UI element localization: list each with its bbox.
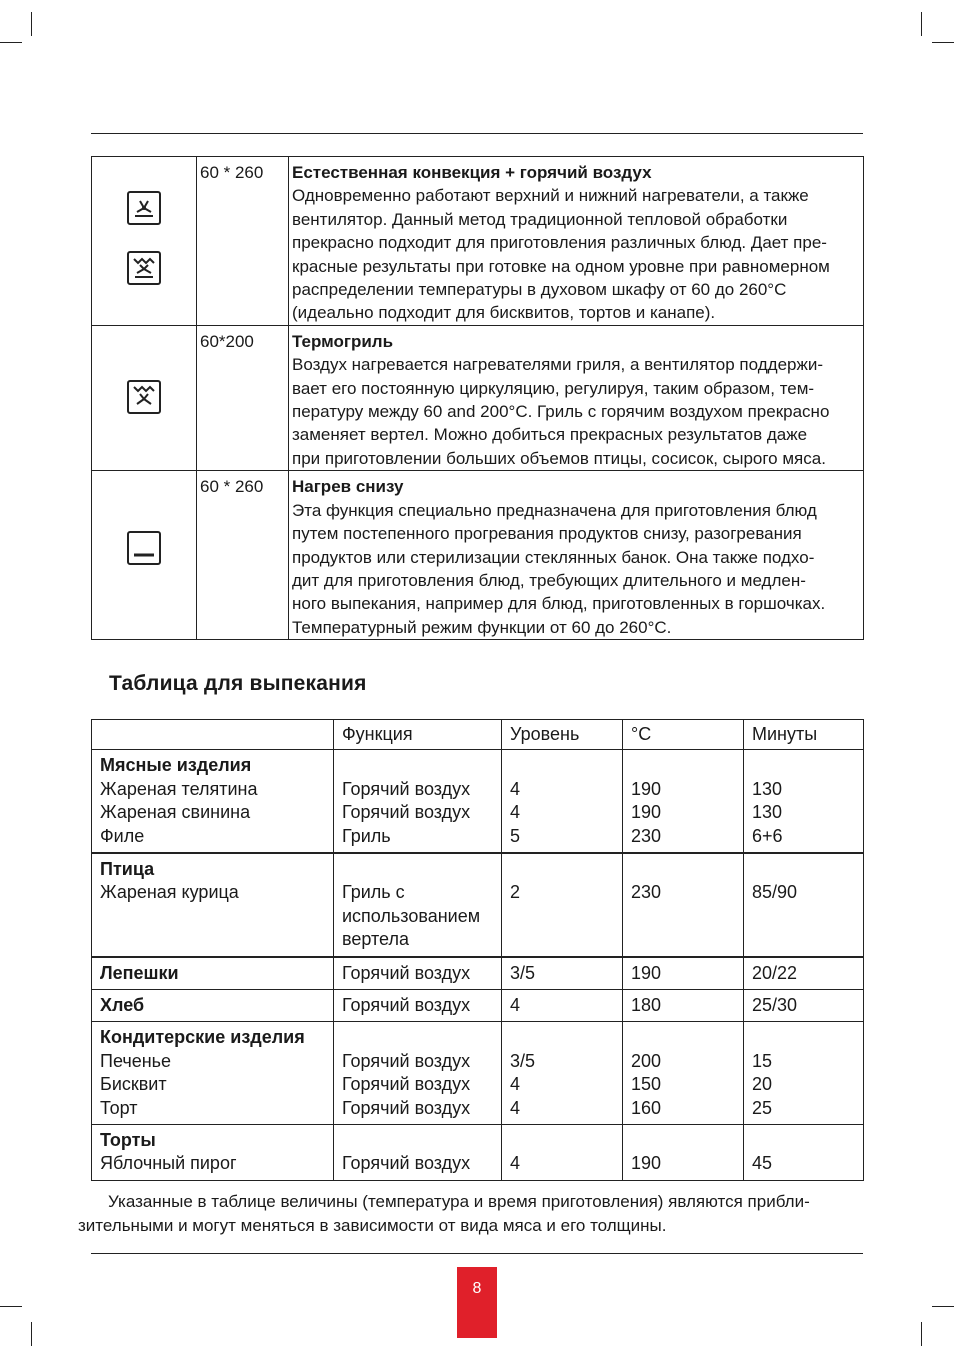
temp-value: 200 xyxy=(631,1050,662,1071)
header-cell: Уровень xyxy=(502,720,623,750)
crop-mark xyxy=(921,1322,922,1346)
mode-text-line: дит для приготовления блюд, требующих длительного и медлен- xyxy=(292,570,806,590)
mode-text-line: путем постепенного прогревания продуктов снизу, разогревания xyxy=(292,524,802,544)
function-value: Горячий воздух xyxy=(342,1097,471,1118)
level-value: 4 xyxy=(510,1097,521,1118)
mode-text-line: заменяет вертел. Можно добиться прекрасных результатов даже xyxy=(292,425,808,445)
category-label: Торты xyxy=(100,1130,156,1151)
category-label: Мясные изделия xyxy=(100,755,252,776)
function-value: вертела xyxy=(342,929,409,950)
mode-temp: 60*200 xyxy=(197,325,289,470)
minutes-value: 15 xyxy=(752,1050,773,1071)
temp-cell xyxy=(623,1022,744,1125)
mode-text-line: Воздух нагревается нагревателями гриля, а вентилятор поддержи- xyxy=(292,355,824,375)
table-header-row xyxy=(92,720,864,750)
category-label: Лепешки xyxy=(100,962,179,983)
function-value: Гриль xyxy=(342,825,391,846)
function-cell xyxy=(334,853,502,957)
dish-name: Жареная курица xyxy=(100,882,239,903)
header-cell xyxy=(92,720,334,750)
temp-value: 190 xyxy=(631,778,662,799)
category-label: Птица xyxy=(100,859,155,880)
thermogrill-icon xyxy=(127,380,161,414)
dish-cell xyxy=(92,957,334,990)
dish-name: Жареная свинина xyxy=(100,802,251,823)
header-cell: Функция xyxy=(334,720,502,750)
mode-text-line: ного выпекания, например для блюд, приготовленных в горшочках. xyxy=(292,594,826,614)
dish-cell xyxy=(92,1125,334,1181)
level-value: 2 xyxy=(510,882,521,903)
temp-value: 230 xyxy=(631,882,662,903)
mode-text-line: красные результаты при готовке на одном уровне при равномерном xyxy=(292,256,830,276)
mode-temp: 60 * 260 xyxy=(197,157,289,326)
mode-text-line: продуктов или стерилизации стеклянных банок. Она также подхо- xyxy=(292,547,815,567)
crop-mark xyxy=(31,12,32,36)
table-row xyxy=(92,750,864,853)
bottom-heat-icon xyxy=(127,531,161,565)
temp-cell xyxy=(623,853,744,957)
function-value: Горячий воздух xyxy=(342,1153,471,1174)
mode-title: Термогриль xyxy=(292,331,394,351)
mode-description xyxy=(289,471,864,640)
dish-cell xyxy=(92,853,334,957)
mode-title: Нагрев снизу xyxy=(292,477,404,497)
mode-text-line: вает его постоянную циркуляцию, регулируя, таким образом, тем- xyxy=(292,378,815,398)
mode-row xyxy=(92,325,864,470)
dish-name: Торт xyxy=(100,1097,138,1118)
function-value: Гриль с xyxy=(342,882,405,903)
temp-cell xyxy=(623,1125,744,1181)
level-cell xyxy=(502,750,623,853)
table-row xyxy=(92,1022,864,1125)
minutes-value: 45 xyxy=(752,1153,773,1174)
crop-mark xyxy=(932,42,954,43)
mode-text-line: Одновременно работают верхний и нижний нагреватели, а также xyxy=(292,186,809,206)
dish-name: Яблочный пирог xyxy=(100,1153,237,1174)
dish-name: Печенье xyxy=(100,1050,172,1071)
function-cell xyxy=(334,750,502,853)
table-row xyxy=(92,1125,864,1181)
function-cell xyxy=(334,1125,502,1181)
page-number: 8 xyxy=(457,1267,497,1338)
table-row xyxy=(92,957,864,990)
baking-table xyxy=(91,719,864,1181)
minutes-cell xyxy=(744,1022,864,1125)
level-value: 4 xyxy=(510,802,521,823)
convection-fan-icon xyxy=(127,191,161,225)
convection-fan-heater-icon xyxy=(127,251,161,285)
table-row xyxy=(92,990,864,1022)
crop-mark xyxy=(31,1322,32,1346)
mode-icon-cell xyxy=(92,471,197,640)
level-cell xyxy=(502,1022,623,1125)
temp-value: 190 xyxy=(631,1153,662,1174)
mode-text-line: Температурный режим функции от 60 до 260°С. xyxy=(292,617,672,637)
level-value: 4 xyxy=(510,1153,521,1174)
footnote-paragraph: Указанные в таблице величины (температура и время приготовления) являются прибли-зительными и могут меняться в зависимости от вида мяса и его толщины. xyxy=(78,1192,810,1235)
crop-mark xyxy=(0,1306,22,1307)
category-label: Хлеб xyxy=(100,995,145,1016)
level-value: 5 xyxy=(510,825,521,846)
mode-description xyxy=(289,325,864,470)
dish-name: Филе xyxy=(100,825,145,846)
level-value: 3/5 xyxy=(502,957,623,990)
temp-value: 160 xyxy=(631,1097,662,1118)
crop-mark xyxy=(932,1306,954,1307)
temp-cell xyxy=(623,750,744,853)
temp-value: 190 xyxy=(631,802,662,823)
oven-modes-table xyxy=(91,156,864,640)
level-value: 4 xyxy=(510,1074,521,1095)
minutes-value: 20 xyxy=(752,1074,773,1095)
mode-icon-cell xyxy=(92,325,197,470)
function-value: Горячий воздух xyxy=(342,1050,471,1071)
mode-text-line: (идеально подходит для бисквитов, тортов и канапе). xyxy=(292,303,716,323)
minutes-cell xyxy=(744,1125,864,1181)
level-value: 4 xyxy=(502,990,623,1022)
function-value: Горячий воздух xyxy=(342,802,471,823)
dish-name: Бисквит xyxy=(100,1074,167,1095)
minutes-value: 130 xyxy=(752,778,783,799)
level-value: 4 xyxy=(510,778,521,799)
function-value: Горячий воздух xyxy=(342,1074,471,1095)
mode-text-line: прекрасно подходит для приготовления различных блюд. Дает пре- xyxy=(292,233,827,253)
function-value: Горячий воздух xyxy=(342,778,471,799)
dish-cell xyxy=(92,750,334,853)
mode-text-line: распределении температуры в духовом шкафу от 60 до 260°С xyxy=(292,280,787,300)
temp-value: 230 xyxy=(631,825,662,846)
mode-text-line: Эта функция специально предназначена для приготовления блюд xyxy=(292,500,817,520)
mode-description xyxy=(289,157,864,326)
minutes-cell xyxy=(744,853,864,957)
mode-temp: 60 * 260 xyxy=(197,471,289,640)
function-cell xyxy=(334,1022,502,1125)
table-row xyxy=(92,853,864,957)
dish-cell xyxy=(92,990,334,1022)
category-label: Кондитерские изделия xyxy=(100,1027,305,1048)
temp-value: 150 xyxy=(631,1074,662,1095)
minutes-cell xyxy=(744,750,864,853)
header-cell: °С xyxy=(623,720,744,750)
temp-value: 180 xyxy=(623,990,744,1022)
function-value: Горячий воздух xyxy=(334,957,502,990)
minutes-value: 25/30 xyxy=(744,990,864,1022)
level-cell xyxy=(502,853,623,957)
mode-text-line: при приготовлении больших объемов птицы, сосисок, сырого мяса. xyxy=(292,448,826,468)
minutes-value: 85/90 xyxy=(752,882,798,903)
minutes-value: 25 xyxy=(752,1097,773,1118)
header-rule xyxy=(91,133,863,134)
baking-table-title: Таблица для выпекания xyxy=(109,672,367,695)
dish-name: Жареная телятина xyxy=(100,778,258,799)
dish-cell xyxy=(92,1022,334,1125)
mode-text-line: вентилятор. Данный метод традиционной тепловой обработки xyxy=(292,209,788,229)
mode-row xyxy=(92,471,864,640)
header-cell: Минуты xyxy=(744,720,864,750)
footer-rule xyxy=(91,1253,863,1254)
mode-row xyxy=(92,157,864,326)
function-value: использованием xyxy=(342,905,481,926)
level-cell xyxy=(502,1125,623,1181)
minutes-value: 20/22 xyxy=(744,957,864,990)
minutes-value: 6+6 xyxy=(752,825,783,846)
mode-text-line: пературу между 60 and 200°С. Гриль с горячим воздухом прекрасно xyxy=(292,402,830,422)
function-value: Горячий воздух xyxy=(334,990,502,1022)
level-value: 3/5 xyxy=(510,1050,536,1071)
crop-mark xyxy=(0,42,22,43)
mode-icon-cell xyxy=(92,157,197,326)
crop-mark xyxy=(921,12,922,36)
mode-title: Естественная конвекция + горячий воздух xyxy=(292,163,652,182)
minutes-value: 130 xyxy=(752,802,783,823)
temp-value: 190 xyxy=(623,957,744,990)
